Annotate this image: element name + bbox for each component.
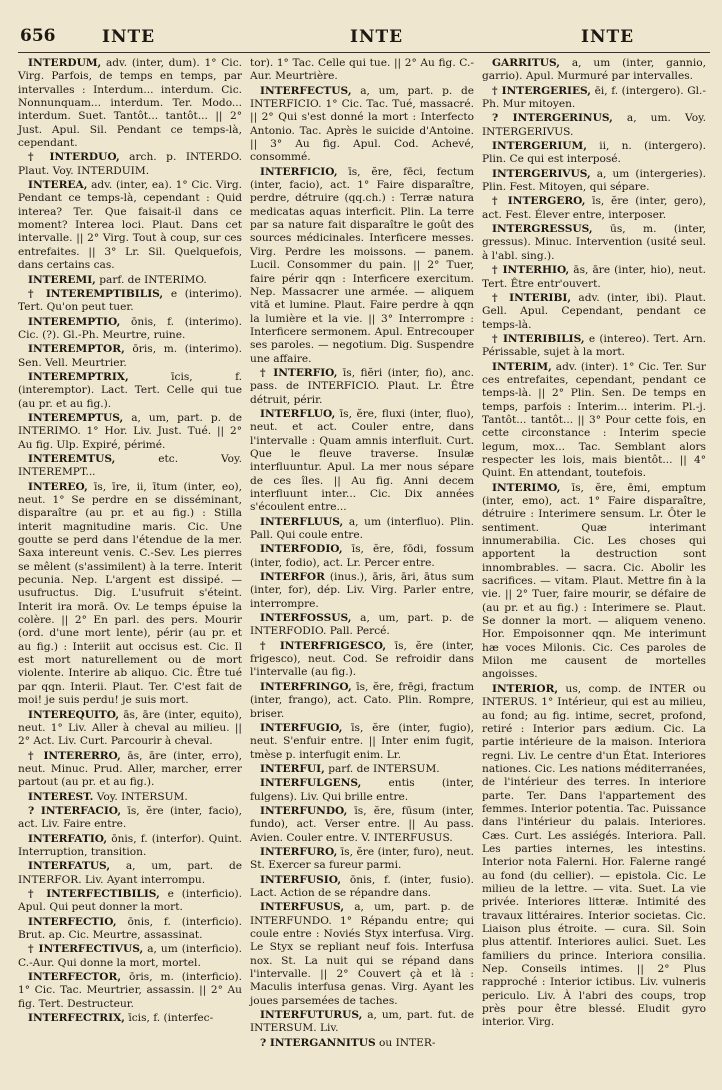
entry-headword: INTEREA, bbox=[28, 179, 88, 192]
dictionary-entry bbox=[482, 168, 706, 195]
entry-headword: INTERFICIO, bbox=[260, 165, 338, 178]
entry-definition: ūs, m. (inter, gressus). Minuc. Intervention (usité seul. à l'abl. sing.). bbox=[482, 223, 706, 262]
entry-headword: INTEREMPTOR, bbox=[28, 343, 125, 356]
entry-definition: īs, ĕre, ēmi, emptum (inter, emo), act. 1° Faire disparaître, détruire : Interimere sensum. Lr. Ôter le sentiment. Quæ interimant innumerabilia. Cic. Les choses qui apportent la destruction sont innombrables. — sacra. Cic. Abolir les sacrifices. — vitam. Plaut. Mettre fin à la vie. || 2° Tuer, faire mourir, se défaire de (au pr. et au fig.) : Interimere se. Plaut. Se donner la mort. — aliquem veneno. Hor. Empoisonner qqn. Me interimunt hæ voces Milonis. Cic. Ces paroles de Milon me causent de mortelles angoisses. bbox=[482, 481, 706, 681]
dictionary-entry bbox=[18, 371, 242, 411]
entry-definition: adv. (inter, ibi). Plaut. Gell. Apul. Cependant, pendant ce temps-là. bbox=[482, 291, 706, 331]
entry-headword: † INTERERRO, bbox=[28, 749, 121, 762]
entry-headword: † INTERFECTIVUS, bbox=[28, 943, 144, 956]
entry-definition: īs, ĕre, fluxi (inter, fluo), neut. et act. Couler entre, dans l'intervalle : Quam amnis interfluit. Curt. Que le fleuve traverse. Insulæ interfluuntur. Apul. La mer nous sépare de ces îles. || Au fig. Anni decem interfluunt inter... Cic. Dix années s'écoulent entre... bbox=[250, 407, 474, 514]
columns bbox=[18, 57, 710, 1051]
dictionary-entry bbox=[18, 916, 242, 943]
entry-definition: a, um (interfluo). Plin. Pall. Qui coule entre. bbox=[250, 515, 474, 542]
dictionary-entry bbox=[482, 361, 706, 481]
entry-definition: ōnis, f. (inter, fusio). Lact. Action de se répandre dans. bbox=[250, 873, 474, 899]
entry-definition: a, um, part. p. de INTERIMO. 1° Hor. Liv. Just. Tué. || 2° Au fig. Ulp. Expiré, périmé. bbox=[18, 411, 242, 451]
dictionary-entry bbox=[250, 571, 474, 611]
entry-definition: e (intereo). Tert. Arn. Périssable, sujet à la mort. bbox=[482, 332, 707, 359]
entry-headword: INTERDUM, bbox=[28, 57, 102, 69]
entry-headword: INTERFUSUS, bbox=[260, 901, 345, 914]
entry-headword: INTERFUI, bbox=[260, 762, 325, 775]
entry-headword: † INTERFIO, bbox=[260, 366, 338, 379]
entry-headword: INTEREO, bbox=[28, 480, 88, 493]
entry-headword: INTERFECTUS, bbox=[260, 84, 352, 97]
dictionary-entry bbox=[250, 901, 474, 1008]
dictionary-entry bbox=[250, 722, 474, 762]
entry-definition: a, um, part. fut. de INTERSUM. Liv. bbox=[250, 1009, 474, 1035]
entry-definition: adv. (inter, ea). 1° Cic. Virg. Pendant ce temps-là, cependant : Quid interea? Ter. Que faisait-il dans ce moment? Interea loci. Plaut. Dans cet intervalle. || 2° Virg. Tout à coup, sur ces entrefaites. || 3° Lr. Sil. Quelquefois, dans certains cas. bbox=[18, 179, 242, 272]
dictionary-entry bbox=[482, 264, 706, 291]
dictionary-entry bbox=[250, 640, 474, 680]
entry-headword: INTERFODIO, bbox=[260, 543, 343, 556]
entry-headword: INTERFUNDO, bbox=[260, 804, 348, 817]
entry-definition: a, um (interficio). C.-Aur. Qui donne la mort, mortel. bbox=[18, 943, 242, 969]
entry-definition: īs, ĕre (inter, facio), act. Liv. Faire entre. bbox=[18, 804, 242, 831]
entry-headword: † INTERHIO, bbox=[492, 264, 570, 277]
entry-definition: e (interficio). Apul. Qui peut donner la mort. bbox=[18, 887, 242, 914]
entry-definition: e (interimo). Tert. Qu'on peut tuer. bbox=[18, 287, 243, 314]
dictionary-entry bbox=[250, 408, 474, 515]
entry-headword: INTERFRINGO, bbox=[260, 680, 352, 693]
entry-definition: ou INTER- bbox=[379, 1036, 436, 1049]
entry-definition: īs, ĕre, fēci, fectum (inter, facio), act. 1° Faire disparaître, perdre, détruire (qq.ch.) : Terræ natura medicatas aquas interficit. Plin. La terre par sa nature fait disparaître le goût des sources médicinales. Interficere messes. Virg. Perdre les moissons. — panem. Lucil. Consommer du pain. || 2° Tuer, faire périr qqn : Interficere exercitum. Nep. Massacrer une armée. — aliquem vitā et lumine. Plaut. Faire perdre à qqn la lumière et la vie. || 3° Interrompre : Interficere sermonem. Apul. Entrecouper ses paroles. — negotium. Dig. Suspendre une affaire. bbox=[250, 165, 474, 365]
entry-headword: INTERIM, bbox=[492, 360, 552, 373]
dictionary-entry bbox=[250, 805, 474, 845]
dictionary-entry bbox=[250, 57, 474, 84]
dictionary-entry bbox=[482, 140, 706, 167]
entry-definition: ās, āre (inter, erro), neut. Minuc. Prud. Aller, marcher, errer partout (au pr. et au fig.). bbox=[18, 749, 243, 789]
entry-headword: † INTERGERIES, bbox=[492, 84, 591, 97]
dictionary-entry bbox=[18, 151, 242, 178]
dictionary-entry bbox=[250, 777, 474, 804]
dictionary-entry bbox=[482, 223, 706, 263]
entry-definition: ōnis, f. (interficio). Brut. ap. Cic. Meurtre, assassinat. bbox=[18, 915, 242, 941]
entry-headword: INTERIMO, bbox=[492, 481, 561, 494]
entry-definition: us, comp. de INTER ou INTERUS. 1° Intérieur, qui est au milieu, au fond; au fig. intime, secret, profond, retiré : Interior pars ædium. Cic. La partie intérieure de la maison. Interiora regni. Liv. Le centre d'un État. Interiores nationes. Cic. Les nations méditerranées, de l'intérieur des terres. In interiore parte. Ter. Dans l'appartement des femmes. Interior potentia. Tac. Puissance dans l'intérieur du palais. Interiores. Cæs. Curt. Les assiégés. Interiora. Pall. Les parties internes, les intestins. Interior nota Falerni. Hor. Falerne rangé au fond (du cellier). — epistola. Cic. Le milieu de la lettre. — vita. Suet. La vie privée. Interiores litteræ. Intimité des travaux littéraires. Interior societas. Cic. Liaison plus étroite. — cura. Sil. Soin plus attentif. Interiores aulici. Suet. Les familiers du prince. Interiora consilia. Nep. Conseils intimes. || 2° Plus rapproché : Interior ictibus. Liv. vulneris periculo. Liv. À l'abri des coups, trop près pour être blessé. Eludit gyro interior. Virg. bbox=[482, 682, 706, 1029]
dictionary-entry bbox=[482, 333, 706, 360]
dictionary-entry bbox=[18, 805, 242, 832]
entry-definition: a, um. Voy. INTERGERIVUS. bbox=[482, 112, 707, 138]
entry-definition: ōnis, f. (interimo). Cic. (?). Gl.-Ph. Meurtre, ruine. bbox=[18, 315, 242, 341]
entry-definition: ēi, f. (intergero). Gl.-Ph. Mur mitoyen. bbox=[482, 84, 706, 111]
dictionary-entry bbox=[250, 85, 474, 165]
entry-definition: a, um (inter, gannio, garrio). Apul. Murmuré par intervalles. bbox=[482, 57, 707, 83]
dictionary-entry bbox=[18, 860, 242, 887]
dictionary-entry bbox=[18, 971, 242, 1011]
page-header bbox=[18, 26, 710, 53]
entry-definition: ii, n. (intergero). Plin. Ce qui est interposé. bbox=[482, 140, 706, 166]
dictionary-entry bbox=[250, 367, 474, 407]
entry-headword: INTERFUTURUS, bbox=[260, 1009, 363, 1022]
entry-headword: INTEREMTUS, bbox=[28, 452, 116, 465]
dictionary-entry bbox=[482, 292, 706, 332]
entry-headword: ? INTERGERINUS, bbox=[492, 112, 613, 125]
dictionary-entry bbox=[18, 274, 242, 287]
entry-definition: īs, ĕre, frēgi, fractum (inter, frango), act. Cato. Plin. Rompre, briser. bbox=[250, 680, 474, 720]
dictionary-entry bbox=[250, 681, 474, 721]
entry-headword: INTERFOR bbox=[260, 571, 325, 584]
entry-headword: INTEREQUITO, bbox=[28, 708, 120, 721]
dictionary-entry bbox=[18, 791, 242, 804]
column-2 bbox=[250, 57, 474, 1051]
entry-definition: īs, ĕre, fūsum (inter, fundo), act. Verser entre. || Au pass. Avien. Couler entre. V. INTERFUSUS. bbox=[250, 804, 475, 844]
dictionary-entry bbox=[18, 288, 242, 315]
entry-headword: † INTERIBILIS, bbox=[492, 332, 585, 345]
dictionary-entry bbox=[18, 1012, 242, 1025]
entry-definition: ōris, m. (interimo). Sen. Vell. Meurtrier. bbox=[18, 343, 242, 369]
entry-definition: parf. de INTERSUM. bbox=[328, 762, 440, 775]
entry-headword: INTERFOSSUS, bbox=[260, 612, 352, 625]
dictionary-entry bbox=[18, 481, 242, 708]
entry-headword: † INTERFECTIBILIS, bbox=[28, 887, 160, 900]
entry-definition: īs, fiĕri (inter, fio), anc. pass. de INTERFICIO. Plaut. Lr. Être détruit, périr. bbox=[250, 366, 474, 406]
entry-definition: a, um, part. p. de INTERFODIO. Pall. Percé. bbox=[250, 612, 474, 638]
entry-headword: † INTERDUO, bbox=[28, 151, 120, 164]
entry-definition: (inus.), āris, āri, ātus sum (inter, for), dép. Liv. Virg. Parler entre, interrompre. bbox=[250, 571, 474, 610]
entry-definition: a, um (intergeries). Plin. Fest. Mitoyen, qui sépare. bbox=[482, 167, 706, 194]
entry-definition: īs, ĕre (inter, fugio), neut. S'enfuir entre. || Inter enim fugit, tmèse p. interfugit enim. Lr. bbox=[250, 721, 474, 761]
dictionary-entry bbox=[18, 943, 242, 970]
entry-headword: INTERFATUS, bbox=[28, 860, 111, 873]
entry-definition: Voy. INTERSUM. bbox=[96, 790, 188, 803]
entry-definition: īs, ĕre (inter, furo), neut. St. Exercer sa fureur parmi. bbox=[250, 845, 474, 872]
column-1 bbox=[18, 57, 242, 1051]
entry-headword: INTERGERIUM, bbox=[492, 140, 587, 153]
entry-headword: † INTERFRIGESCO, bbox=[260, 639, 387, 652]
dictionary-entry bbox=[482, 683, 706, 1030]
dictionary-entry bbox=[250, 1009, 474, 1036]
dictionary-entry bbox=[250, 612, 474, 639]
running-head-left: INTE bbox=[102, 27, 156, 47]
running-head-right: INTE bbox=[581, 27, 635, 47]
entry-headword: INTERFECTIO, bbox=[28, 915, 117, 928]
running-head-center: INTE bbox=[350, 27, 404, 47]
dictionary-entry bbox=[250, 846, 474, 873]
entry-definition: īs, īre, ii, ītum (inter, eo), neut. 1° Se perdre en se disséminant, disparaître (au pr. et au fig.) : Stilla interit magnitudine maris. Cic. Une goutte se perd dans l'étendue de la mer. Saxa intereunt venis. C.-Sev. Les pierres se mêlent (s'assimilent) à la terre. Interit pecunia. Nep. L'argent est dissipé. — usufructus. Dig. L'usufruit s'éteint. Interit ira morā. Ov. Le temps épuise la colère. || 2° En parl. des pers. Mourir (ord. d'une mort lente), périr (au pr. et au fig.) : Interiit aut occisus est. Cic. Il est mort naturellement ou de mort violente. Interire ab aliquo. Cic. Être tué par qqn. Interii. Plaut. Ter. C'est fait de moi! je suis perdu! je suis mort. bbox=[18, 480, 242, 707]
entry-definition: īs, ĕre (inter, gero), act. Fest. Élever entre, interposer. bbox=[482, 195, 707, 221]
entry-definition: tor). 1° Tac. Celle qui tue. || 2° Au fig. C.-Aur. Meurtrière. bbox=[250, 57, 474, 83]
dictionary-entry bbox=[250, 874, 474, 901]
dictionary-entry bbox=[18, 888, 242, 915]
entry-definition: a, um, part. p. de INTERFUNDO. 1° Répandu entre; qui coule entre : Noviés Styx interfusa. Virg. Le Styx se repliant neuf fois. Interfusa nox. St. La nuit qui se répand dans l'intervalle. || 2° Couvert çà et là : Maculis interfusa genas. Virg. Ayant les joues parsemées de taches. bbox=[250, 901, 474, 1007]
entry-headword: † INTEREMPTIBILIS, bbox=[28, 287, 164, 300]
entry-definition: adv. (inter). 1° Cic. Ter. Sur ces entrefaites, cependant, pendant ce temps-là. || 2° Plin. Sen. De temps en temps, parfois : Interim... interim. Pl.-j. Tantôt... tantôt... || 3° Pour cette fois, en cette circonstance : Interim specie legum, mox... Tac. Semblant alors respecter les lois, mais bientôt... || 4° Quint. En attendant, toutefois. bbox=[482, 360, 706, 480]
entry-headword: INTERFUGIO, bbox=[260, 721, 343, 734]
entry-definition: ās, āre (inter, equito), neut. 1° Liv. Aller à cheval au milieu. || 2° Act. Liv. Curt. Parcourir à cheval. bbox=[18, 708, 242, 748]
dictionary-entry bbox=[18, 343, 242, 370]
entry-definition: adv. (inter, dum). 1° Cic. Virg. Parfois, de temps en temps, par intervalles : Interdum... interdum. Cic. Nonnunquam... interdum. Ter. Modo... interdum. Suet. Tantôt... tantôt... || 2° Just. Apul. Sil. Pendant ce temps-là, cependant. bbox=[18, 57, 242, 150]
dictionary-entry bbox=[250, 1037, 474, 1050]
entry-headword: ? INTERGANNITUS bbox=[260, 1036, 376, 1049]
entry-headword: INTERGERIVUS, bbox=[492, 167, 591, 180]
entry-headword: INTERGRESSUS, bbox=[492, 223, 593, 236]
entry-headword: INTEREMPTIO, bbox=[28, 315, 121, 328]
entry-definition: etc. Voy. INTEREMPT... bbox=[18, 452, 242, 479]
entry-headword: INTERFULGENS, bbox=[260, 777, 362, 790]
dictionary-entry bbox=[18, 453, 242, 480]
dictionary-entry bbox=[18, 750, 242, 790]
entry-headword: INTEREMPTUS, bbox=[28, 411, 124, 424]
dictionary-entry bbox=[18, 179, 242, 272]
entry-headword: INTERFLUO, bbox=[260, 407, 336, 420]
dictionary-entry bbox=[482, 85, 706, 112]
entry-definition: a, um, part. p. de INTERFICIO. 1° Cic. Tac. Tué, massacré. || 2° Qui s'est donné la mort : Interfecto Antonio. Tac. Après le suicide d'Antoine. || 3° Au fig. Apul. Cod. Achevé, consommé. bbox=[250, 84, 474, 164]
entry-headword: INTERFUSIO, bbox=[260, 873, 342, 886]
dictionary-entry bbox=[18, 709, 242, 749]
dictionary-entry bbox=[18, 57, 242, 150]
entry-definition: īs, ĕre, fōdi, fossum (inter, fodio), act. Lr. Percer entre. bbox=[250, 543, 474, 569]
entry-definition: īcis, f. (interfec- bbox=[128, 1012, 214, 1025]
entry-headword: INTERFLUUS, bbox=[260, 515, 344, 528]
entry-headword: INTEREST. bbox=[28, 790, 94, 803]
entry-headword: ? INTERFACIO, bbox=[28, 804, 122, 817]
entry-definition: entis (inter, fulgens). Liv. Qui brille entre. bbox=[250, 777, 474, 803]
entry-headword: INTERFECTOR, bbox=[28, 971, 122, 984]
entry-definition: īs, ĕre (inter, frigesco), neut. Cod. Se refroidir dans l'intervalle (au fig.). bbox=[250, 639, 474, 679]
dictionary-entry bbox=[250, 543, 474, 570]
dictionary-entry bbox=[482, 57, 706, 84]
entry-definition: arch. p. INTERDO. Plaut. Voy. INTERDUIM. bbox=[18, 151, 242, 177]
entry-definition: ōris, m. (interficio). 1° Cic. Tac. Meurtrier, assassin. || 2° Au fig. Tert. Destructeur. bbox=[18, 971, 242, 1010]
entry-definition: ōnis, f. (interfor). Quint. Interruption, transition. bbox=[18, 832, 242, 858]
dictionary-entry bbox=[18, 316, 242, 343]
dictionary-entry bbox=[250, 166, 474, 366]
entry-definition: a, um, part. de INTERFOR. Liv. Ayant interrompu. bbox=[18, 860, 243, 886]
entry-definition: parf. de INTERIMO. bbox=[99, 273, 207, 286]
entry-headword: INTERFURO, bbox=[260, 845, 338, 858]
column-3 bbox=[482, 57, 706, 1051]
dictionary-entry bbox=[482, 195, 706, 222]
entry-headword: INTEREMPTRIX, bbox=[28, 370, 129, 383]
entry-headword: INTEREMI, bbox=[28, 273, 96, 286]
page-number: 656 bbox=[20, 26, 56, 46]
entry-headword: † INTERGERO, bbox=[492, 195, 586, 208]
entry-headword: † INTERIBI, bbox=[492, 291, 572, 304]
dictionary-entry bbox=[250, 516, 474, 543]
dictionary-entry bbox=[18, 412, 242, 452]
dictionary-entry bbox=[482, 482, 706, 682]
entry-definition: ās, āre (inter, hio), neut. Tert. Être entr'ouvert. bbox=[482, 264, 706, 290]
entry-headword: INTERFATIO, bbox=[28, 832, 108, 845]
entry-headword: INTERIOR, bbox=[492, 682, 559, 695]
dictionary-entry bbox=[18, 833, 242, 860]
dictionary-entry bbox=[250, 763, 474, 776]
entry-headword: GARRITUS, bbox=[492, 57, 560, 69]
entry-headword: INTERFECTRIX, bbox=[28, 1012, 125, 1025]
dictionary-entry bbox=[482, 112, 706, 139]
entry-definition: īcis, f. (interemptor). Lact. Tert. Celle qui tue (au pr. et au fig.). bbox=[18, 370, 243, 410]
